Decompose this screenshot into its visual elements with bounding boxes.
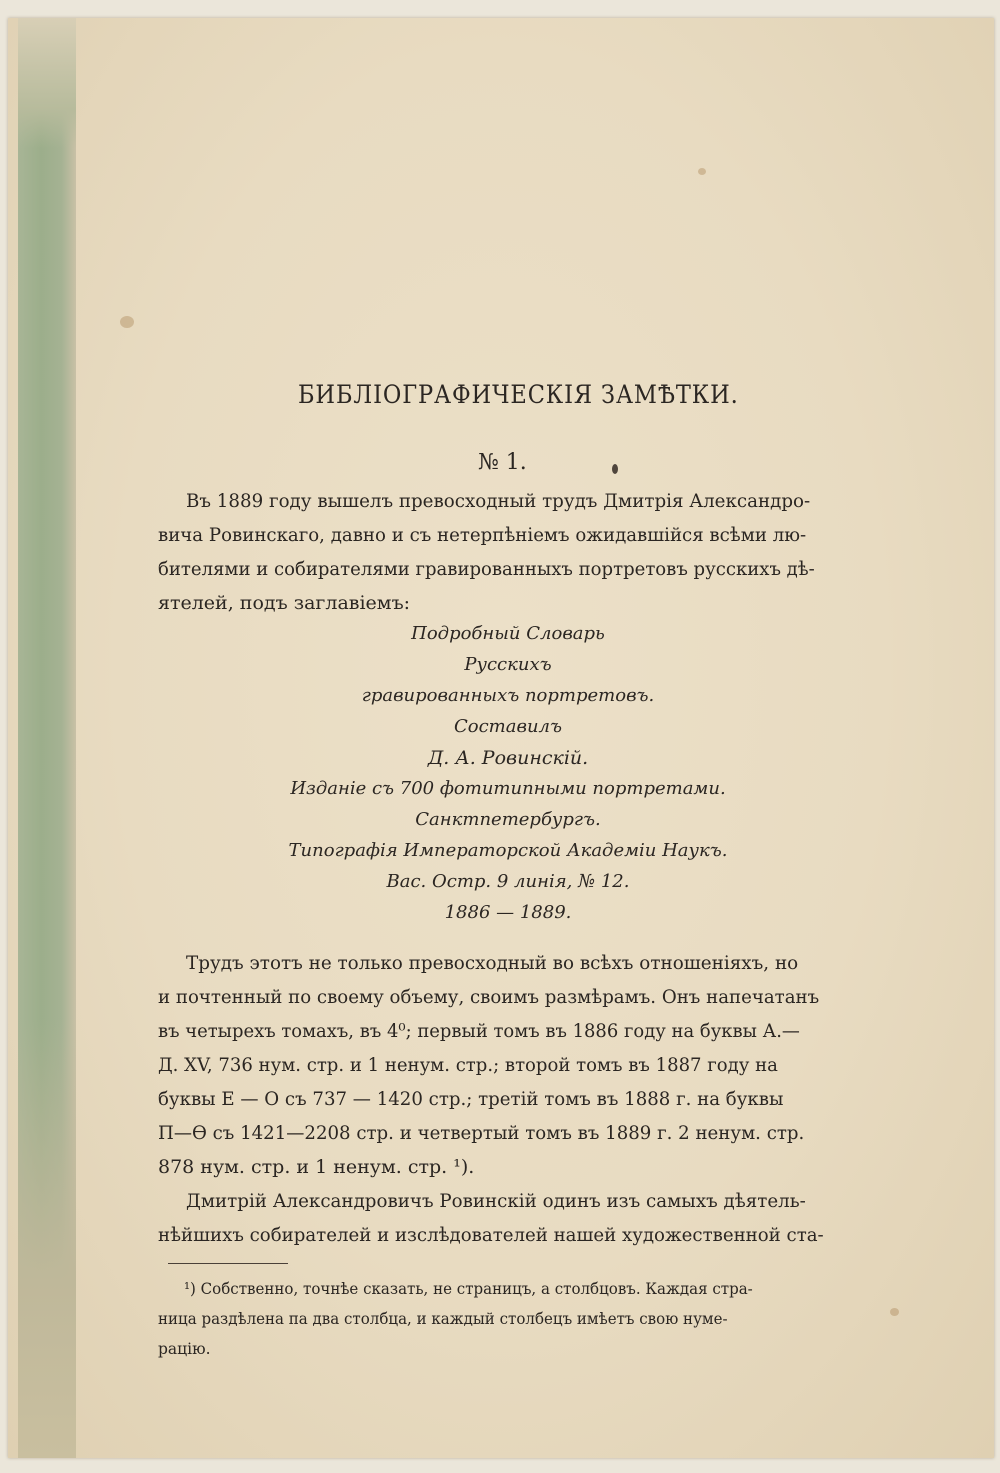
book-title-line: 1886 — 1889. [444,902,572,923]
footnote-line: ница раздѣлена па два столбца, и каждый столбецъ имѣетъ свою нуме- [158,1310,728,1328]
paragraph-2-line: П—Ѳ съ 1421—2208 стр. и четвертый томъ въ 1889 г. 2 ненум. стр. [158,1122,805,1144]
paragraph-2-line: Трудъ этотъ не только превосходный во всѣхъ отношеніяхъ, но [186,952,799,974]
book-title-line: Д. А. Ровинскій. [427,747,589,769]
foxing-spot [120,316,134,328]
book-title-line: Составилъ [453,716,563,737]
foxing-spot [698,168,706,175]
paragraph-1-line: вича Ровинскаго, давно и съ нетерпѣніемъ ожидавшійся всѣми лю- [158,524,807,546]
paragraph-1-line: ятелей, подъ заглавіемъ: [158,592,411,614]
footnote-line: ¹) Собственно, точнѣе сказать, не страницъ, а столбцовъ. Каждая стра- [184,1280,753,1298]
document-title: БИБЛІОГРАФИЧЕСКІЯ ЗАМѢТКИ. [298,380,739,409]
book-title-line: Изданіе съ 700 фотитипными портретами. [290,778,726,799]
book-title-line: Русскихъ [464,654,552,675]
book-title-line: Типографія Императорской Академіи Наукъ. [288,840,728,861]
paragraph-1-line: бителями и собирателями гравированныхъ портретовъ русскихъ дѣ- [158,558,815,580]
paragraph-3-line: Дмитрій Александровичъ Ровинскій одинъ изъ самыхъ дѣятель- [186,1190,806,1212]
spine-top-fade [18,18,76,148]
book-title-line: Санктпетербургъ. [415,809,601,830]
paragraph-2-line: буквы Е — О съ 737 — 1420 стр.; третій томъ въ 1888 г. на буквы [158,1088,784,1110]
footnote-line: рацію. [158,1340,211,1358]
paragraph-2-line: 878 нум. стр. и 1 ненум. стр. ¹). [158,1156,475,1178]
section-number: № 1. [478,450,527,475]
paragraph-2-line: и почтенный по своему объему, своимъ размѣрамъ. Онъ напечатанъ [158,986,820,1008]
book-title-line: Подробный Словарь [411,623,605,644]
spine-lower-fade [18,1018,76,1458]
paragraph-2-line: Д. XV, 736 нум. стр. и 1 ненум. стр.; второй томъ въ 1887 году на [158,1054,778,1076]
paragraph-3-line: нѣйшихъ собирателей и изслѣдователей нашей художественной ста- [158,1224,824,1246]
book-title-line: Вас. Остр. 9 линія, № 12. [386,871,630,892]
paragraph-2-line: въ четырехъ томахъ, въ 4⁰; первый томъ въ 1886 году на буквы А.— [158,1020,800,1042]
document-page [8,18,994,1458]
footnote-separator [168,1263,288,1264]
foxing-spot [890,1308,899,1316]
paragraph-1-line: Въ 1889 году вышелъ превосходный трудъ Дмитрія Александро- [186,490,811,512]
foxing-spot [612,464,618,474]
book-title-line: гравированныхъ портретовъ. [361,685,655,706]
